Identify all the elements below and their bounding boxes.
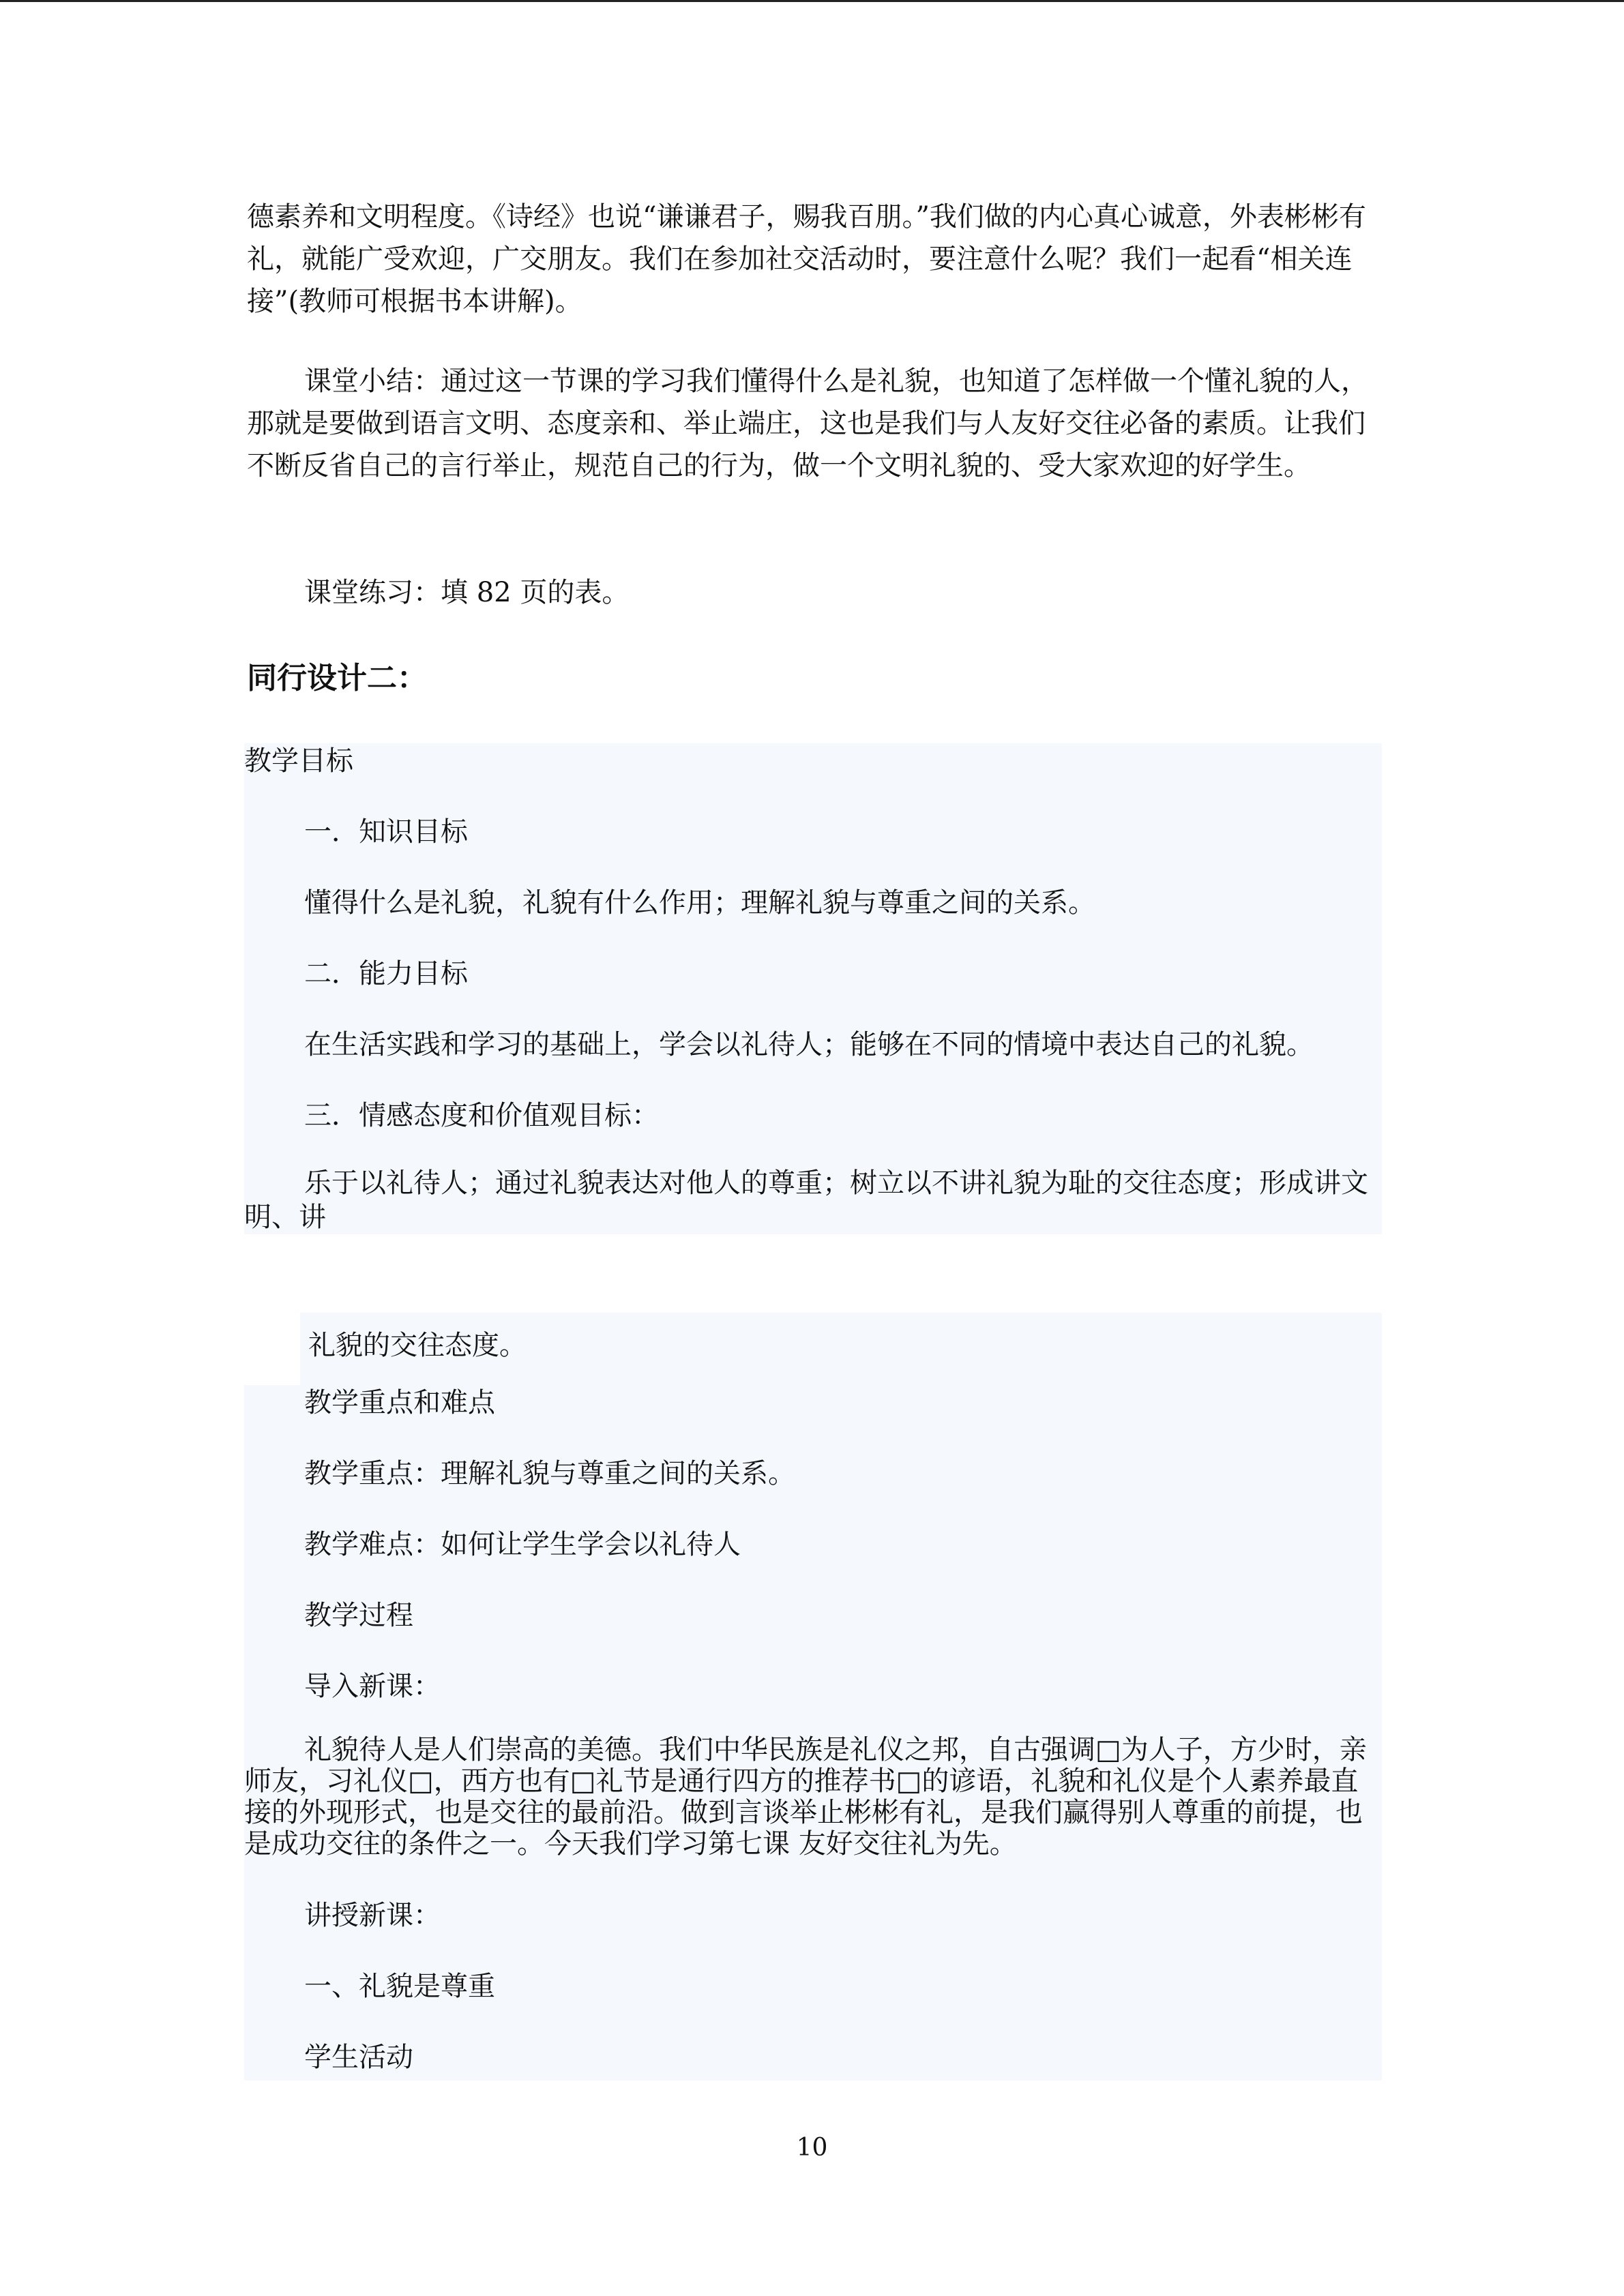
student-activity: 学生活动 <box>304 2042 413 2073</box>
goals-block <box>244 743 1382 1234</box>
keypoints-difficulty: 教学难点：如何让学生学会以礼待人 <box>304 1529 741 1560</box>
process-title: 教学过程 <box>304 1600 413 1631</box>
keypoints-title: 教学重点和难点 <box>304 1387 495 1418</box>
summary-text: 课堂小结：通过这一节课的学习我们懂得什么是礼貌，也知道了怎样做一个懂礼貌的人，那就是要做到语言文明、态度亲和、举止端庄，这也是我们与人友好交往必备的素质。让我们不断反省自己的言行举止，规范自己的行为，做一个文明礼貌的、受大家欢迎的好学生。 <box>247 366 1368 481</box>
section-heading: 同行设计二： <box>247 661 427 696</box>
section1-title: 一、礼貌是尊重 <box>304 1971 495 2002</box>
teach-label: 讲授新课： <box>304 1900 441 1931</box>
intro-label: 导入新课： <box>304 1671 441 1702</box>
emotion-title: 三．情感态度和价值观目标： <box>304 1100 659 1131</box>
intro-text-block: 礼貌待人是人们崇高的美德。我们中华民族是礼仪之邦，自古强调□为人子，方少时，亲师友，习礼仪□，西方也有□礼节是通行四方的推荐书□的谚语，礼貌和礼仪是个人素养最直接的外现形式，也是交往的最前沿。做到言谈举止彬彬有礼，是我们赢得别人尊重的前提，也是成功交往的条件之一。今天我们学习第七课 友好交往礼为先。 <box>244 1734 1367 1860</box>
knowledge-text: 懂得什么是礼貌，礼貌有什么作用；理解礼貌与尊重之间的关系。 <box>304 887 1095 919</box>
ability-text: 在生活实践和学习的基础上，学会以礼待人；能够在不同的情境中表达自己的礼貌。 <box>304 1029 1314 1060</box>
intro-text: 德素养和文明程度。《诗经》也说“谦谦君子，赐我百朋。”我们做的内心真心诚意，外表彬彬有礼，就能广受欢迎，广交朋友。我们在参加社交活动时，要注意什么呢？我们一起看“相关连接”(教师可根据书本讲解)。 <box>247 201 1366 317</box>
emotion-text: 乐于以礼待人；通过礼貌表达对他人的尊重；树立以不讲礼貌为耻的交往态度；形成讲文明、讲 <box>244 1167 1368 1233</box>
exercise-paragraph <box>247 571 1381 614</box>
goals-title: 教学目标 <box>244 745 353 777</box>
goals-continuation-block <box>300 1313 1382 1385</box>
knowledge-title: 一．知识目标 <box>304 816 468 848</box>
page-number: 10 <box>796 2134 828 2162</box>
exercise-text: 课堂练习：填 82 页的表。 <box>304 577 630 608</box>
intro-paragraph <box>247 196 1381 323</box>
ability-title: 二．能力目标 <box>304 958 468 989</box>
emotion-continuation: 礼貌的交往态度。 <box>308 1330 527 1361</box>
keypoints-focus: 教学重点：理解礼貌与尊重之间的关系。 <box>304 1458 795 1489</box>
summary-paragraph <box>247 360 1381 487</box>
top-border <box>0 0 1624 2</box>
process-block <box>244 1385 1382 2081</box>
